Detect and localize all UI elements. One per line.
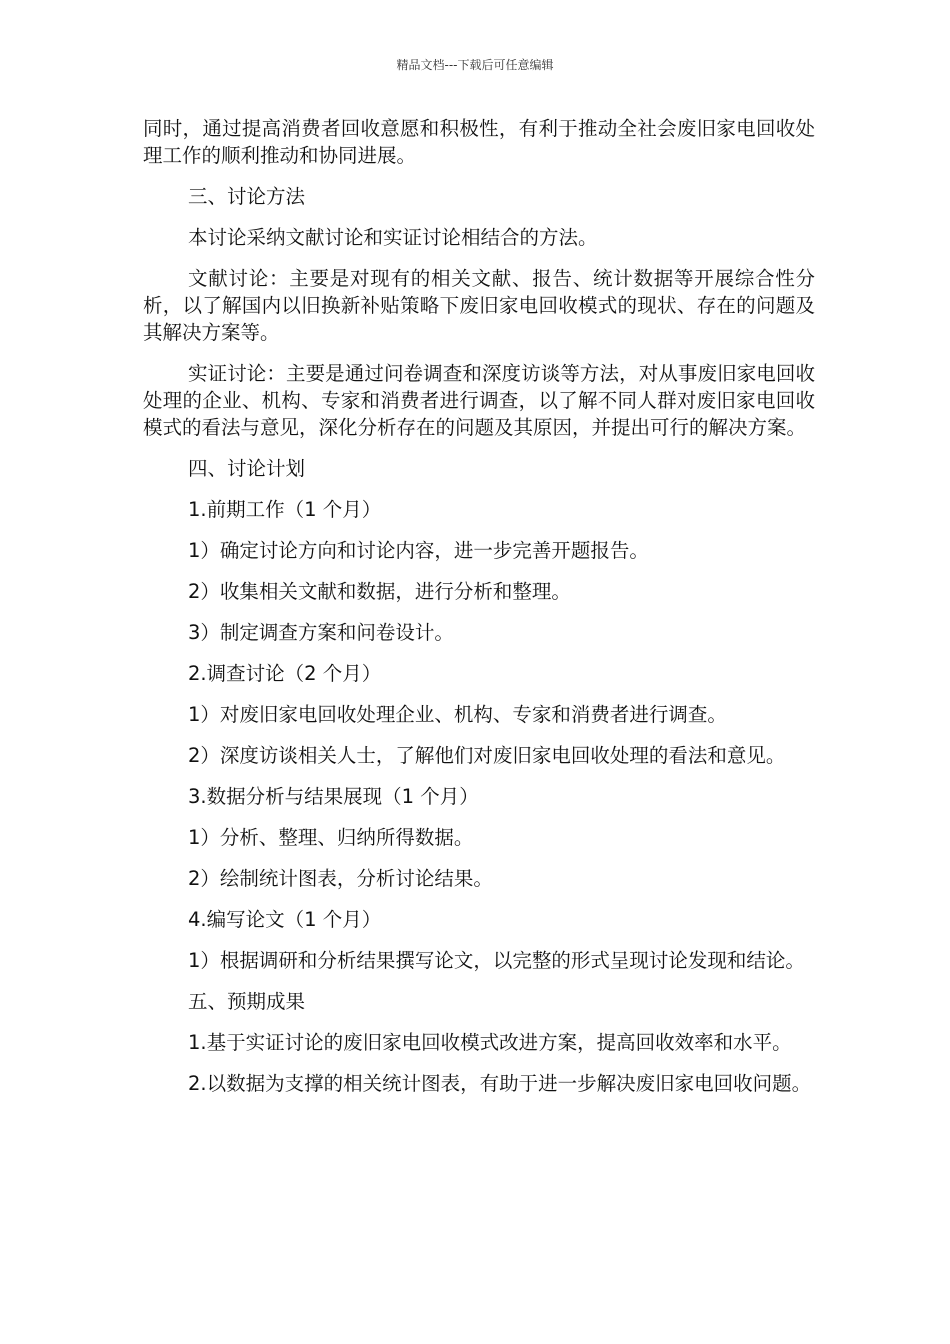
list-item: 1）分析、整理、归纳所得数据。: [188, 826, 474, 849]
subheading: 2.调查讨论（2 个月）: [188, 662, 382, 685]
paragraph-continuation: 同时，通过提高消费者回收意愿和积极性，有利于推动全社会废旧家电回收处理工作的顺利推动和协同进展。: [143, 117, 815, 167]
subheading: 1.前期工作（1 个月）: [188, 498, 382, 521]
list-item: 2）深度访谈相关人士，了解他们对废旧家电回收处理的看法和意见。: [188, 744, 786, 767]
list-item: 1）根据调研和分析结果撰写论文，以完整的形式呈现讨论发现和结论。: [188, 949, 805, 972]
list-item: 1）对废旧家电回收处理企业、机构、专家和消费者进行调查。: [188, 703, 727, 726]
subheading: 4.编写论文（1 个月）: [188, 908, 382, 931]
subheading: 3.数据分析与结果展现（1 个月）: [188, 785, 479, 808]
section-heading-methods: 三、讨论方法: [188, 185, 306, 208]
paragraph: 实证讨论：主要是通过问卷调查和深度访谈等方法，对从事废旧家电回收处理的企业、机构、专家和消费者进行调查，以了解不同人群对废旧家电回收模式的看法与意见，深化分析存在的问题及其原因，并提出可行的解决方案。: [143, 362, 815, 439]
section-heading-plan: 四、讨论计划: [188, 457, 306, 480]
page-header: 精品文档---下载后可任意编辑: [396, 58, 554, 72]
paragraph: 本讨论采纳文献讨论和实证讨论相结合的方法。: [188, 226, 598, 249]
list-item: 2.以数据为支撑的相关统计图表，有助于进一步解决废旧家电回收问题。: [188, 1072, 812, 1095]
list-item: 2）绘制统计图表，分析讨论结果。: [188, 867, 493, 890]
section-heading-outcomes: 五、预期成果: [188, 990, 306, 1013]
list-item: 2）收集相关文献和数据，进行分析和整理。: [188, 580, 571, 603]
list-item: 1.基于实证讨论的废旧家电回收模式改进方案，提高回收效率和水平。: [188, 1031, 792, 1054]
list-item: 1）确定讨论方向和讨论内容，进一步完善开题报告。: [188, 539, 649, 562]
document-body: [143, 115, 815, 1111]
paragraph: 文献讨论：主要是对现有的相关文献、报告、统计数据等开展综合性分析，以了解国内以旧换新补贴策略下废旧家电回收模式的现状、存在的问题及其解决方案等。: [143, 267, 815, 344]
list-item: 3）制定调查方案和问卷设计。: [188, 621, 454, 644]
